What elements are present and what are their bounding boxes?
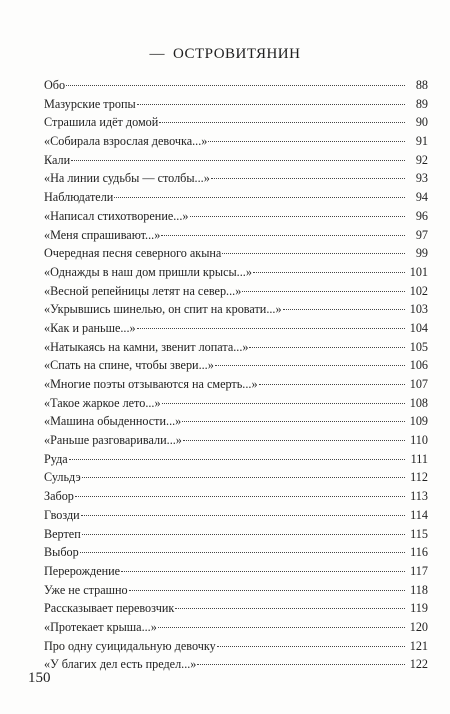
toc-entry-title: Уже не страшно	[44, 582, 128, 597]
toc-leader-dots	[182, 421, 405, 422]
toc-leader-dots	[137, 104, 405, 105]
toc-entry	[44, 562, 428, 581]
toc-entry-page: 114	[410, 507, 428, 522]
toc-entry-title: «Протекает крыша...»	[44, 619, 157, 634]
toc-leader-dots	[69, 459, 405, 460]
heading-dash: —	[149, 46, 165, 62]
toc-entry-page: 102	[409, 283, 428, 298]
toc-leader-dots	[159, 122, 405, 123]
toc-entry-page: 99	[415, 246, 428, 261]
toc-entry-title: «Меня спрашивают...»	[44, 227, 161, 242]
toc-entry	[44, 618, 428, 637]
toc-entry	[44, 450, 428, 469]
toc-entry	[44, 151, 428, 170]
toc-entry-page: 88	[415, 78, 428, 92]
toc-leader-dots	[190, 216, 406, 217]
toc-entry	[44, 169, 428, 188]
toc-leader-dots	[114, 197, 405, 198]
toc-entry-page: 112	[410, 470, 428, 485]
section-heading	[0, 46, 450, 63]
toc-entry	[44, 338, 428, 357]
toc-entry	[44, 506, 428, 525]
toc-leader-dots	[215, 365, 405, 366]
toc-entry	[44, 487, 428, 506]
toc-leader-dots	[161, 235, 405, 236]
toc-leader-dots	[259, 384, 405, 385]
toc-entry	[44, 599, 428, 618]
toc-entry-title: Выбор	[44, 545, 79, 560]
toc-entry-page: 106	[409, 358, 428, 373]
toc-entry	[44, 412, 428, 431]
toc-leader-dots	[197, 664, 405, 665]
toc-entry-title: Сульдэ	[44, 470, 81, 485]
toc-entry	[44, 188, 428, 207]
toc-entry-title: Забор	[44, 489, 74, 504]
toc-entry-page: 94	[415, 190, 428, 205]
toc-entry-title: «Раньше разговаривали...»	[44, 433, 182, 448]
toc-entry-title: Кали	[44, 152, 71, 167]
toc-leader-dots	[283, 309, 405, 310]
toc-leader-dots	[82, 477, 405, 478]
toc-entry	[44, 543, 428, 562]
toc-entry-page: 113	[410, 489, 428, 504]
toc-entry-page: 92	[415, 152, 428, 167]
toc-entry-title: «Машина обыденности...»	[44, 414, 182, 429]
toc-entry	[44, 207, 428, 226]
toc-leader-dots	[158, 627, 405, 628]
toc-entry	[44, 319, 428, 338]
toc-entry-title: Обо	[44, 78, 66, 92]
toc-entry-title: Рассказывает перевозчик	[44, 601, 175, 616]
toc-entry-title: «Укрывшись шинелью, он спит на кровати...»	[44, 302, 282, 317]
toc-entry-page: 105	[409, 339, 428, 354]
toc-entry-page: 111	[410, 451, 428, 466]
toc-entry	[44, 525, 428, 544]
toc-leader-dots	[80, 552, 405, 553]
toc-entry	[44, 282, 428, 301]
toc-leader-dots	[75, 496, 405, 497]
toc-entry-title: «Такое жаркое лето...»	[44, 395, 161, 410]
toc-entry-page: 115	[410, 526, 428, 541]
table-of-contents	[44, 76, 428, 674]
toc-entry-title: Про одну суицидальную девочку	[44, 638, 216, 653]
toc-entry-page: 110	[410, 433, 428, 448]
toc-entry	[44, 468, 428, 487]
toc-entry-title: Наблюдатели	[44, 190, 114, 205]
page-number: 150	[28, 670, 51, 686]
toc-entry-title: Очередная песня северного акына	[44, 246, 222, 261]
toc-entry-title: «На линии судьбы — столбы...»	[44, 171, 210, 186]
toc-entry-page: 117	[410, 563, 428, 578]
toc-entry	[44, 244, 428, 263]
toc-entry	[44, 226, 428, 245]
toc-entry-title: «Написал стихотворение...»	[44, 208, 189, 223]
toc-leader-dots	[81, 515, 405, 516]
toc-leader-dots	[121, 571, 405, 572]
toc-entry-page: 104	[409, 320, 428, 335]
toc-leader-dots	[82, 534, 405, 535]
toc-leader-dots	[71, 160, 405, 161]
toc-entry	[44, 300, 428, 319]
toc-entry-page: 90	[415, 115, 428, 130]
toc-entry-page: 118	[410, 582, 428, 597]
toc-leader-dots	[211, 178, 405, 179]
toc-entry	[44, 581, 428, 600]
toc-entry	[44, 132, 428, 151]
toc-entry	[44, 356, 428, 375]
toc-entry-page: 122	[409, 657, 428, 672]
toc-leader-dots	[129, 590, 405, 591]
toc-entry-title: Мазурские тропы	[44, 96, 136, 111]
toc-entry-page: 93	[415, 171, 428, 186]
toc-leader-dots	[175, 608, 405, 609]
toc-entry	[44, 263, 428, 282]
toc-entry-page: 108	[409, 395, 428, 410]
toc-entry-title: «Как и раньше...»	[44, 320, 136, 335]
toc-entry-page: 109	[409, 414, 428, 429]
toc-leader-dots	[222, 253, 405, 254]
toc-leader-dots	[66, 85, 405, 86]
toc-leader-dots	[217, 646, 405, 647]
toc-entry-page: 89	[415, 96, 428, 111]
toc-entry	[44, 431, 428, 450]
toc-entry	[44, 95, 428, 114]
toc-entry	[44, 637, 428, 656]
toc-entry-page: 91	[415, 134, 428, 149]
toc-leader-dots	[208, 141, 405, 142]
toc-leader-dots	[183, 440, 405, 441]
toc-entry-title: «Собирала взрослая девочка...»	[44, 134, 208, 149]
toc-entry-title: «Спать на спине, чтобы звери...»	[44, 358, 214, 373]
toc-leader-dots	[249, 347, 405, 348]
toc-entry	[44, 113, 428, 132]
toc-entry	[44, 76, 428, 95]
toc-entry-title: Руда	[44, 451, 68, 466]
toc-entry-title: Гвозди	[44, 507, 80, 522]
toc-entry-page: 121	[409, 638, 428, 653]
toc-entry-page: 101	[409, 264, 428, 279]
toc-entry-page: 97	[415, 227, 428, 242]
toc-entry-title: «Натыкаясь на камни, звенит лопата...»	[44, 339, 249, 354]
toc-entry-title: Страшила идёт домой	[44, 115, 159, 130]
toc-entry	[44, 655, 428, 674]
toc-leader-dots	[137, 328, 405, 329]
toc-entry-title: Вертеп	[44, 526, 81, 541]
toc-leader-dots	[162, 403, 405, 404]
toc-entry-title: «Многие поэты отзываются на смерть...»	[44, 377, 258, 391]
toc-entry-page: 120	[409, 619, 428, 634]
toc-entry	[44, 394, 428, 413]
toc-leader-dots	[242, 291, 405, 292]
toc-entry-page: 103	[409, 302, 428, 317]
toc-entry-page: 119	[410, 601, 428, 616]
toc-leader-dots	[253, 272, 405, 273]
toc-entry-page: 116	[410, 545, 428, 560]
toc-entry	[44, 375, 428, 394]
toc-entry-page: 96	[415, 208, 428, 223]
section-title: ОСТРОВИТЯНИН	[173, 46, 301, 62]
toc-entry-title: «У благих дел есть предел...»	[44, 657, 197, 672]
toc-entry-page: 107	[409, 377, 428, 391]
toc-entry-title: Перерождение	[44, 563, 121, 578]
toc-entry-title: «Весной репейницы летят на север...»	[44, 283, 242, 298]
toc-entry-title: «Однажды в наш дом пришли крысы...»	[44, 264, 252, 279]
